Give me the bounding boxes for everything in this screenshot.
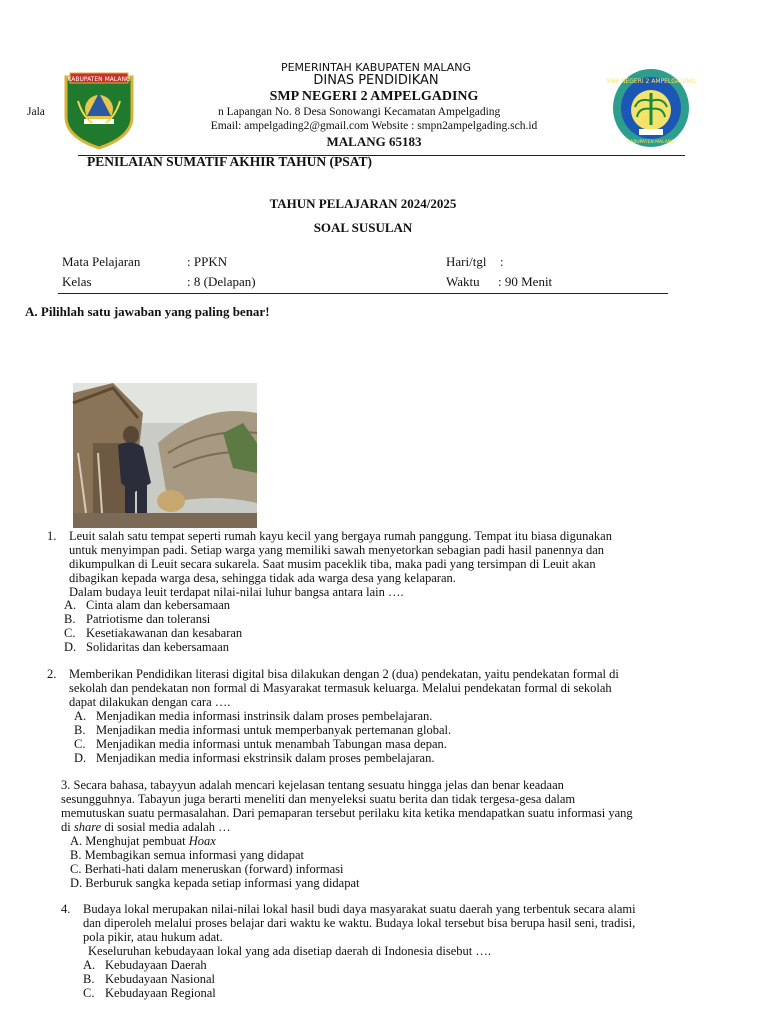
question-text-line: Budaya lokal merupakan nilai-nilai lokal hasil budi daya masyarakat suatu daerah yang terbentuk secara alami (83, 902, 636, 916)
option-text: Berhati-hati dalam meneruskan (forward) informasi (84, 862, 344, 876)
option-letter: B. (83, 972, 95, 986)
option-letter: A. (83, 958, 96, 972)
section-a-instruction: A. Pilihlah satu jawaban yang paling benar! (25, 304, 270, 319)
option-text: Menjadikan media informasi untuk menambah Tabungan masa depan. (96, 737, 447, 751)
question-number: 2. (47, 667, 57, 681)
question-text-line: memutuskan suatu permasalahan. Dari pemaparan tersebut perilaku kita ketika mendapatkan suatu informasi yang (61, 806, 633, 820)
option-text: Kesetiakawanan dan kesabaran (86, 626, 243, 640)
option-text: Kebudayaan Nasional (105, 972, 216, 986)
option-text: Membagikan semua informasi yang didapat (84, 848, 304, 862)
option-text: Patriotisme dan toleransi (86, 612, 211, 626)
leuit-photo (73, 383, 257, 528)
school-address: n Lapangan No. 8 Desa Sonowangi Kecamatan Ampelgading (218, 106, 501, 118)
school-name: SMP NEGERI 2 AMPELGADING (269, 89, 479, 104)
italic-term: share (73, 820, 102, 834)
info-divider (58, 293, 668, 294)
class-value: : 8 (Delapan) (187, 274, 256, 289)
option-letter: C. (74, 737, 86, 751)
question-text-line: dapat dilakukan dengan cara …. (69, 695, 231, 709)
school-contact: Email: ampelgading2@gmail.com Website : smpn2ampelgading.sch.id (210, 120, 538, 132)
option-letter: B. (74, 723, 86, 737)
question-text-line: dan diperoleh melalui proses belajar dari waktu ke waktu. Budaya lokal tersebut bisa berupa hasil seni, tradisi, (83, 916, 636, 930)
option-b[interactable] (70, 848, 304, 862)
exam-title: PENILAIAN SUMATIF AKHIR TAHUN (PSAT) (87, 154, 373, 169)
option-text: Menjadikan media informasi ekstrinsik dalam proses pembelajaran. (96, 751, 435, 765)
question-text-line: Memberikan Pendidikan literasi digital bisa dilakukan dengan 2 (dua) pendekatan, yaitu pendekatan formal di (69, 667, 619, 681)
option-d[interactable] (74, 751, 434, 765)
option-text: Menjadikan media informasi untuk memperbanyak pertemanan global. (96, 723, 452, 737)
question-text-line (61, 778, 564, 792)
option-a[interactable] (83, 958, 207, 972)
question-text-line (61, 820, 231, 834)
option-c[interactable] (70, 862, 344, 876)
option-text: Cinta alam dan kebersamaan (86, 598, 231, 612)
option-c[interactable] (83, 986, 216, 1000)
option-text: Menghujat pembuat (85, 834, 189, 848)
option-text: Solidaritas dan kebersamaan (86, 640, 230, 654)
question-text-line: Dalam budaya leuit terdapat nilai-nilai luhur bangsa antara lain …. (69, 585, 404, 599)
address-prefix: Jala (27, 106, 45, 118)
option-letter: C. (83, 986, 95, 1000)
svg-text:KABUPATEN MALANG: KABUPATEN MALANG (67, 76, 131, 83)
option-a[interactable] (64, 598, 230, 612)
option-text: Berburuk sangka kepada setiap informasi yang didapat (85, 876, 360, 890)
time-value: : 90 Menit (498, 274, 553, 289)
text-fragment: di sosial media adalah … (101, 820, 231, 834)
option-b[interactable] (83, 972, 215, 986)
option-letter: B. (64, 612, 76, 626)
day-value: : (500, 254, 504, 269)
subject-value: : PPKN (187, 254, 228, 269)
question-text-line: dibagikan kepada warga desa, sehingga tidak ada warga desa yang kelaparan. (69, 571, 456, 585)
class-label: Kelas (62, 274, 92, 289)
question-text-line: dikumpulkan di Leuit secara sukarela. Saat musim paceklik tiba, maka padi yang tersimpan di Leuit akan (69, 557, 596, 571)
option-text: Menjadikan media informasi instrinsik dalam proses pembelajaran. (96, 709, 433, 723)
option-b[interactable] (64, 612, 210, 626)
government-name: PEMERINTAH KABUPATEN MALANG (280, 61, 472, 74)
option-letter: D. (74, 751, 87, 765)
question-text-line: sesungguhnya. Tabayun juga berarti meneliti dan menyeleksi suatu berita dan tidak tergesa-gesa dalam (61, 792, 576, 806)
option-letter: A. (64, 598, 77, 612)
option-c[interactable] (64, 626, 242, 640)
question-number: 3. (61, 778, 71, 792)
question-text-line: Leuit salah satu tempat seperti rumah kayu kecil yang bergaya rumah panggung. Tempat itu biasa digunakan (69, 529, 612, 543)
option-letter: A. (74, 709, 87, 723)
svg-text:KABUPATEN MALANG: KABUPATEN MALANG (627, 140, 675, 145)
option-letter: D. (64, 640, 77, 654)
option-letter: C. (70, 862, 82, 876)
time-label: Waktu (446, 274, 480, 289)
question-text: Secara bahasa, tabayyun adalah mencari kejelasan tentang sesuatu hingga jelas dan benar keadaan (73, 778, 564, 792)
option-letter: C. (64, 626, 76, 640)
option-a[interactable] (70, 834, 216, 848)
option-letter: D. (70, 876, 83, 890)
academic-year: TAHUN PELAJARAN 2024/2025 (269, 196, 457, 211)
question-number: 1. (47, 529, 57, 543)
question-text-line: pola pikir, atau hukum adat. (83, 930, 223, 944)
svg-text:SMP NEGERI 2 AMPELGADING: SMP NEGERI 2 AMPELGADING (606, 78, 696, 85)
exam-type: SOAL SUSULAN (313, 220, 413, 235)
question-text-line: Keseluruhan kebudayaan lokal yang ada disetiap daerah di Indonesia disebut …. (88, 944, 491, 958)
question-text-line: untuk menyimpan padi. Setiap warga yang memiliki sawah menyetorkan sebagian padi hasil panennya dan (69, 543, 605, 557)
option-d[interactable] (64, 640, 229, 654)
option-text: Kebudayaan Daerah (105, 958, 207, 972)
option-b[interactable] (74, 723, 451, 737)
text-fragment: di (61, 820, 74, 834)
department-name: DINAS PENDIDIKAN (313, 73, 439, 88)
option-letter: A. (70, 834, 83, 848)
school-city: MALANG 65183 (326, 134, 422, 149)
option-a[interactable] (74, 709, 432, 723)
question-number: 4. (61, 902, 71, 916)
question-text-line: sekolah dan pendekatan non formal di Masyarakat termasuk keluarga. Melalui pendekatan formal di sekolah (69, 681, 612, 695)
option-letter: B. (70, 848, 82, 862)
option-text: Kebudayaan Regional (105, 986, 216, 1000)
option-c[interactable] (74, 737, 447, 751)
day-label: Hari/tgl (446, 254, 487, 269)
option-italic: Hoax (188, 834, 216, 848)
subject-label: Mata Pelajaran (62, 254, 141, 269)
option-d[interactable] (70, 876, 360, 890)
